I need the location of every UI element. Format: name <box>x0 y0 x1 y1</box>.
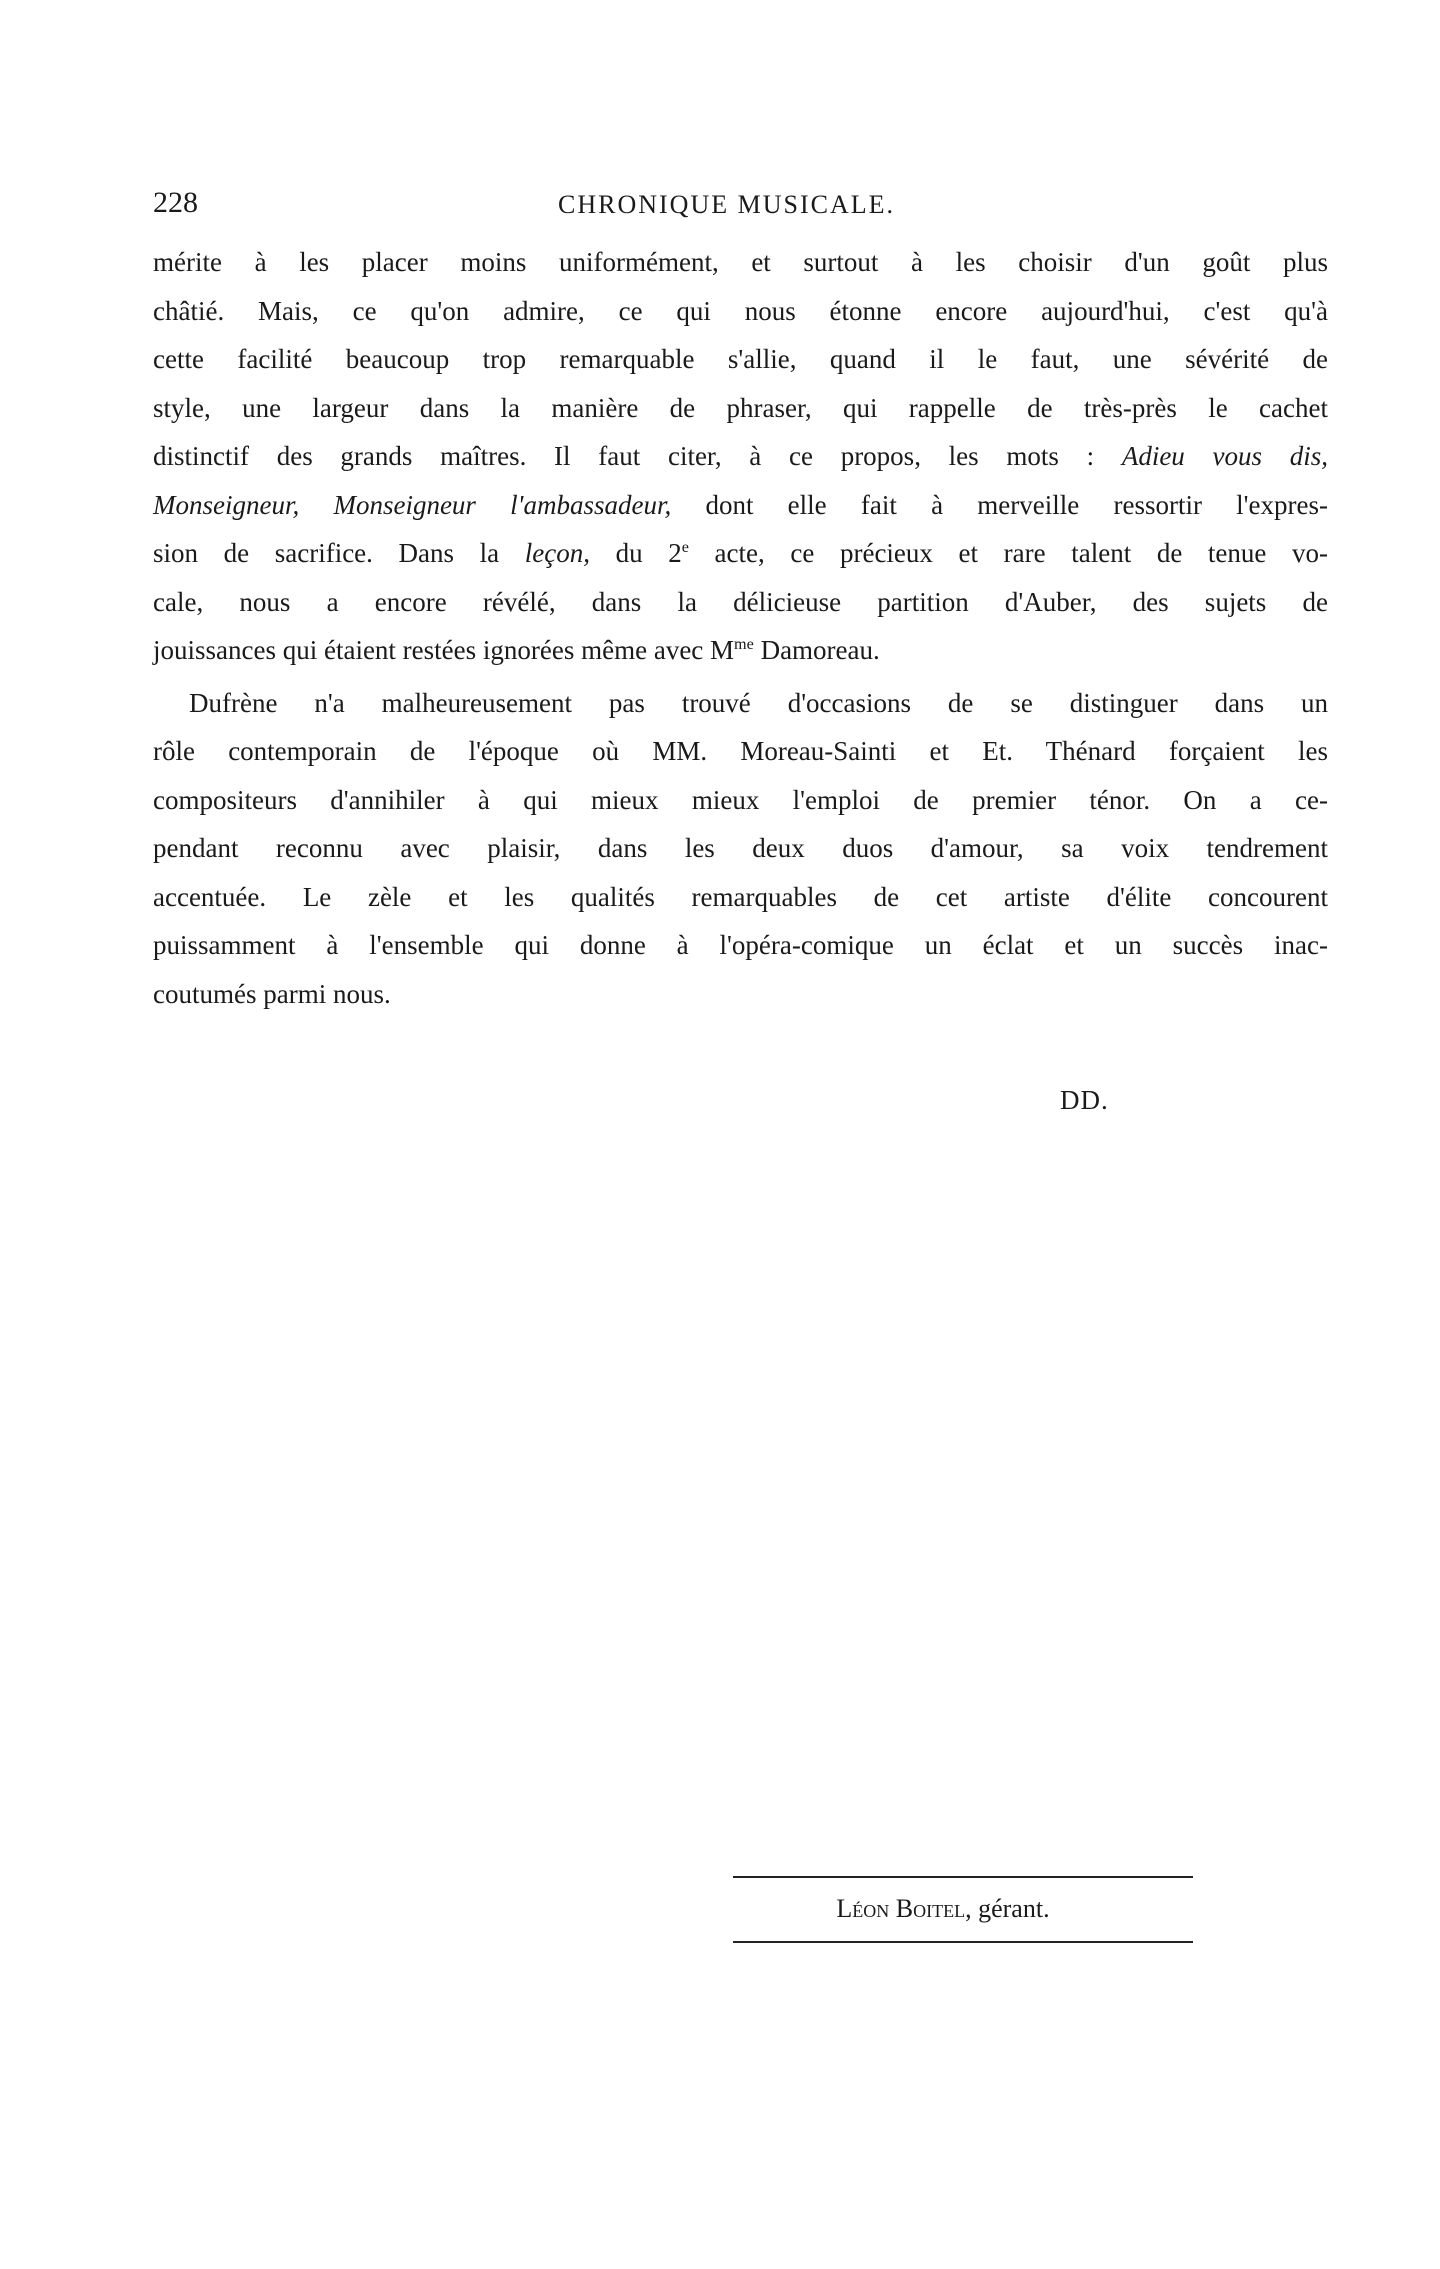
text-line: pendant reconnu avec plaisir, dans les deux duos d'amour, sa voix tendrement <box>153 833 1328 863</box>
manager-name: Léon Boitel <box>836 1894 966 1923</box>
author-signature: DD. <box>1060 1085 1109 1115</box>
article-body <box>153 238 1328 1018</box>
text-line: accentuée. Le zèle et les qualités remarquables de cet artiste d'élite concourent <box>153 881 1328 912</box>
text-line: cale, nous a encore révélé, dans la délicieuse partition d'Auber, des sujets de <box>153 586 1328 617</box>
footer-rule-top <box>733 1876 1193 1878</box>
text-line: coutumés parmi nous. <box>153 978 391 1009</box>
text-line <box>153 626 1328 675</box>
text-segment: jouissances qui étaient restées ignorées même avec M <box>153 635 735 665</box>
text-line: Dufrène n'a malheureusement pas trouvé d'occasions de se distinguer dans un <box>189 687 1328 718</box>
text-segment: dont elle fait à merveille ressortir l'expres- <box>671 489 1329 520</box>
text-line: cette facilité beaucoup trop remarquable s'allie, quand il le faut, une sévérité de <box>153 344 1328 374</box>
superscript: e <box>681 538 689 556</box>
text-line <box>153 529 1328 578</box>
text-line: compositeurs d'annihiler à qui mieux mieux l'emploi de premier ténor. On a ce- <box>153 784 1328 815</box>
running-header <box>153 186 1333 226</box>
text-line: mérite à les placer moins uniformément, et surtout à les choisir d'un goût plus <box>153 247 1328 277</box>
text-segment: du 2 <box>590 538 682 568</box>
superscript: me <box>734 635 754 653</box>
publisher-credit <box>733 1894 1153 1924</box>
paragraph-2 <box>153 679 1328 1019</box>
text-line: rôle contemporain de l'époque où MM. Moreau-Sainti et Et. Thénard forçaient les <box>153 736 1328 766</box>
text-segment: distinctif des grands maîtres. Il faut citer, à ce propos, les mots : <box>153 441 1122 471</box>
text-line <box>153 432 1328 481</box>
text-segment: sion de sacrifice. Dans la <box>153 538 525 568</box>
text-line: puissamment à l'ensemble qui donne à l'opéra-comique un éclat et un succès inac- <box>153 930 1328 960</box>
page-number: 228 <box>153 186 198 219</box>
text-line: châtié. Mais, ce qu'on admire, ce qui nous étonne encore aujourd'hui, c'est qu'à <box>153 295 1328 326</box>
italic-quote: Adieu vous dis, <box>1121 441 1328 471</box>
text-line: style, une largeur dans la manière de phraser, qui rappelle de très-près le cachet <box>153 392 1328 423</box>
italic-quote: Monseigneur, Monseigneur l'ambassadeur, <box>153 489 672 520</box>
italic-word: leçon, <box>524 538 590 568</box>
manager-role: , gérant. <box>965 1894 1050 1923</box>
running-title: CHRONIQUE MUSICALE. <box>558 190 895 219</box>
text-segment: Damoreau. <box>753 635 880 665</box>
text-line <box>153 481 1328 530</box>
paragraph-1 <box>153 238 1328 675</box>
footer-rule-bottom <box>733 1941 1193 1943</box>
text-segment: acte, ce précieux et rare talent de tenue vo- <box>688 538 1329 568</box>
